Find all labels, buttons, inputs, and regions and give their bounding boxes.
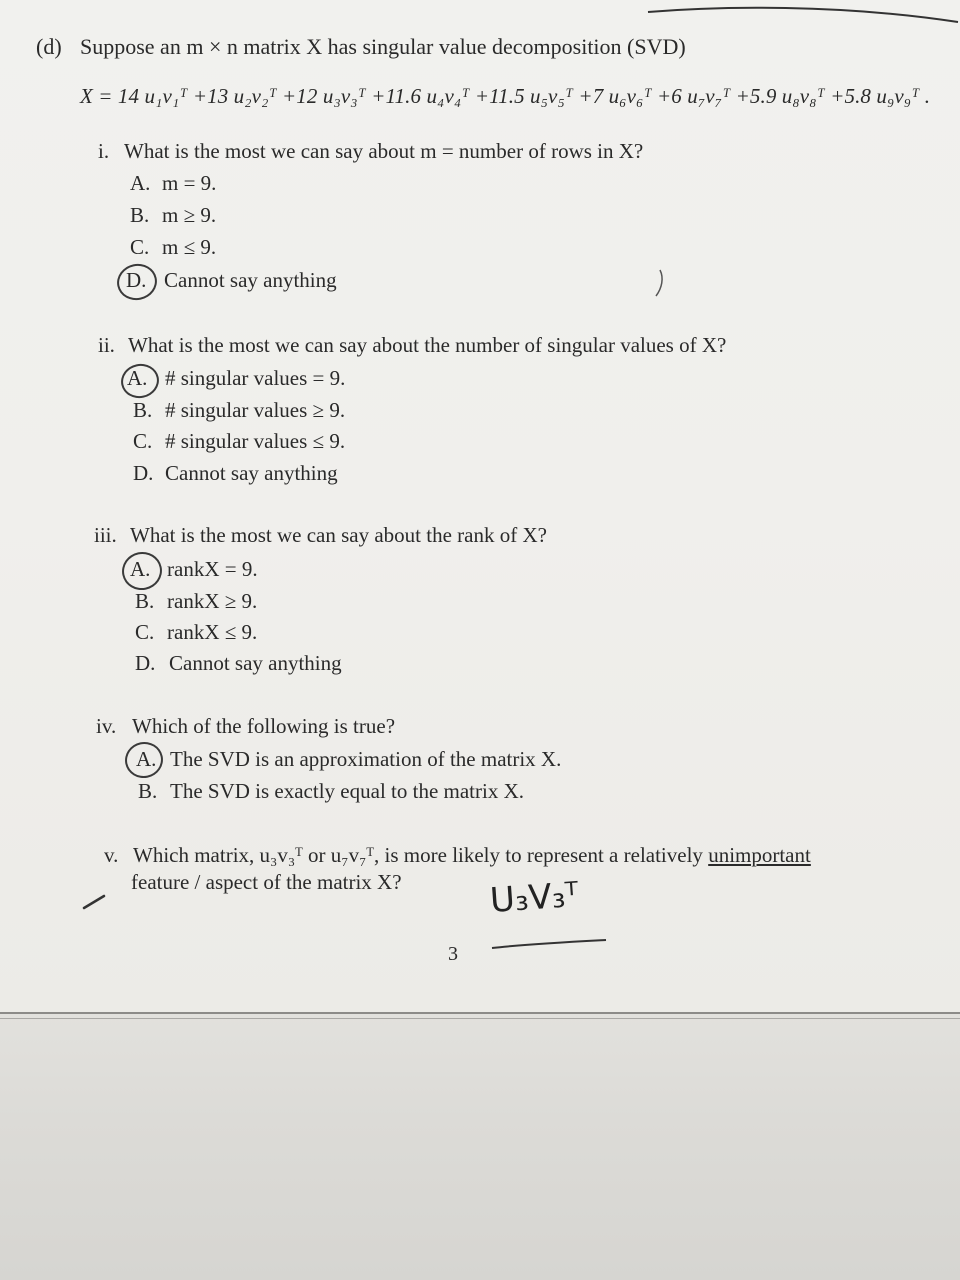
option-letter: B.: [138, 779, 158, 803]
question-number-v: v.: [104, 843, 119, 867]
question-text-iii: What is the most we can say about the rank of X?: [130, 523, 547, 547]
answer-circle-mark: [118, 548, 165, 593]
part-intro: Suppose an m × n matrix X has singular value decomposition (SVD): [80, 34, 686, 59]
option-text: Cannot say anything: [169, 651, 342, 675]
option-letter: B.: [135, 589, 155, 613]
option-letter: B.: [133, 398, 153, 422]
answer-circle-mark: [118, 360, 162, 401]
page-edge-2: [0, 1018, 960, 1019]
option-text: The SVD is an approximation of the matrix X.: [170, 747, 562, 771]
question-text-iv: Which of the following is true?: [132, 714, 396, 738]
answer-circle-mark: [122, 738, 167, 781]
option-letter: D.: [133, 461, 154, 485]
question-text-ii: What is the most we can say about the number of singular values of X?: [128, 333, 727, 357]
option-text: m ≥ 9.: [162, 203, 217, 227]
option-letter: A.: [136, 747, 157, 771]
answer-underline: [488, 934, 612, 954]
page-number: 3: [448, 943, 458, 965]
option-letter: A.: [130, 171, 151, 195]
option-text: The SVD is exactly equal to the matrix X.: [170, 779, 524, 803]
part-letter: (d): [36, 34, 62, 59]
question-text-v: [133, 843, 811, 868]
option-text: m = 9.: [162, 171, 217, 195]
option-text: # singular values ≥ 9.: [165, 398, 346, 422]
page-edge: [0, 1012, 960, 1014]
option-text: rankX ≤ 9.: [167, 620, 258, 644]
question-number-i: i.: [98, 139, 110, 163]
pen-stroke-top: [640, 0, 960, 30]
option-text: # singular values = 9.: [165, 366, 346, 390]
pen-mark: [650, 268, 670, 298]
svd-formula: X = 14 u₁v₁ᵀ +13 u₂v₂ᵀ +12 u₃v₃ᵀ +11.6 u₄v₄ᵀ +11.5 u₅v₅ᵀ +7 u₆v₆ᵀ +6 u₇v₇ᵀ +5.9 u₈v₈ᵀ +5.8 u₉v₉ᵀ .: [80, 84, 931, 108]
background-sheet: [0, 1012, 960, 1280]
option-letter: C.: [135, 620, 155, 644]
option-letter: C.: [130, 235, 150, 259]
option-letter: D.: [126, 268, 147, 292]
option-letter: A.: [127, 366, 148, 390]
option-letter: A.: [130, 557, 151, 581]
question-text-i: What is the most we can say about m = number of rows in X?: [124, 139, 644, 163]
check-mark: [82, 890, 112, 912]
option-text: rankX = 9.: [167, 557, 258, 581]
underlined-word: unimportant: [708, 843, 811, 867]
question-text-v-line2: feature / aspect of the matrix X?: [131, 870, 402, 894]
question-number-ii: ii.: [98, 333, 115, 357]
handwritten-answer: U₃V₃ᵀ: [488, 874, 580, 922]
answer-circle-mark: [114, 260, 161, 304]
question-number-iii: iii.: [94, 523, 117, 547]
option-text: rankX ≥ 9.: [167, 589, 258, 613]
question-number-iv: iv.: [96, 714, 117, 738]
option-letter: B.: [130, 203, 150, 227]
question-text-v-part1: Which matrix, u₃v₃ᵀ or u₇v₇ᵀ, is more likely to represent a relatively: [133, 843, 703, 867]
option-text: # singular values ≤ 9.: [165, 429, 346, 453]
option-letter: C.: [133, 429, 153, 453]
option-text: m ≤ 9.: [162, 235, 217, 259]
option-text: Cannot say anything: [165, 461, 338, 485]
option-letter: D.: [135, 651, 156, 675]
part-label: [36, 34, 62, 60]
option-text: Cannot say anything: [164, 268, 337, 292]
